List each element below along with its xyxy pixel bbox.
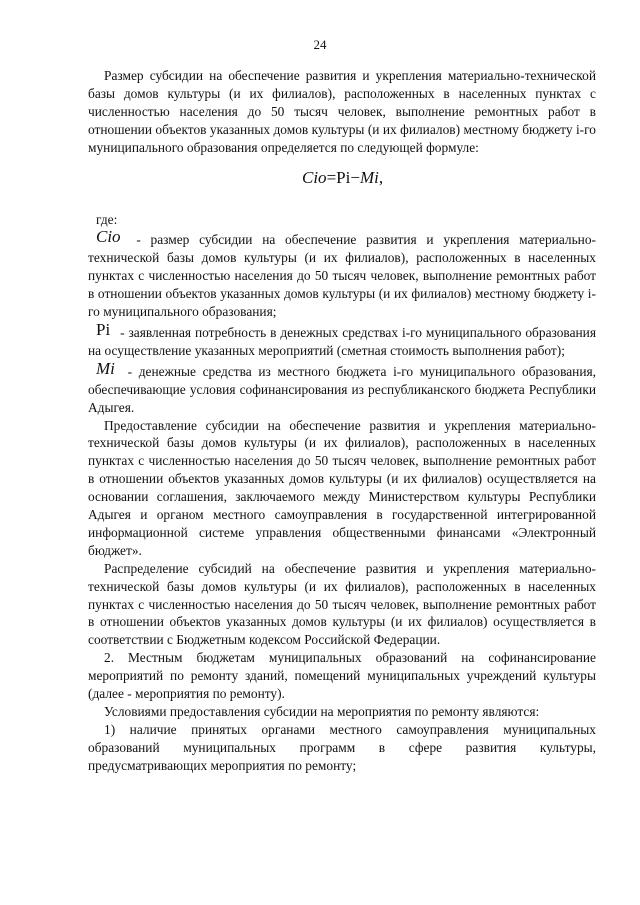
definition-symbol-cio: Сio xyxy=(96,227,121,247)
paragraph-conditions: Условиями предоставления субсидии на мероприятия по ремонту являются: xyxy=(104,704,540,719)
definition-cio xyxy=(88,228,596,321)
definition-text-cio: - размер субсидии на обеспечение развития и укрепления материально-технической базы домов культуры (и их филиалов), расположенных в населенных пунктах с численностью населения до 50 тысяч человек, выполнение ремонтных работ в отношении объектов указанных домов культуры (и их филиалов) местному бюджету i-го муниципального образования; xyxy=(88,232,596,320)
formula-lhs: Сio xyxy=(302,167,327,187)
formula-minus: − xyxy=(350,167,360,187)
definition-text-pi: - заявленная потребность в денежных средствах i-го муниципального образования на осуществление указанных мероприятий (сметная стоимость выполнения работ); xyxy=(88,324,596,358)
definition-mi xyxy=(88,360,596,417)
formula-p: Pi xyxy=(336,167,351,187)
definition-text-mi: - денежные средства из местного бюджета i-го муниципального образования, обеспечивающие условия софинансирования из республиканского бюджета Республики Адыгея. xyxy=(88,363,596,415)
definition-pi xyxy=(88,321,596,360)
document-body xyxy=(88,67,596,775)
paragraph-distribution: Распределение субсидий на обеспечение развития и укрепления материально-технической базы домов культуры (и их филиалов), расположенных в населенных пунктах с численностью населения до 50 тысяч человек, выполнение ремонтных работ в отношении объектов указанных домов культуры (и их филиалов) осуществляется в соответствии с Бюджетным кодексом Российской Федерации. xyxy=(88,560,596,648)
formula-m: Mi xyxy=(359,167,379,187)
page-number: 24 xyxy=(313,37,327,52)
intro-paragraph: Размер субсидии на обеспечение развития и укрепления материально-технической базы домов культуры (и их филиалов), расположенных в населенных пунктах с численностью населения до 50 тысяч человек, выполнение ремонтных работ в отношении объектов указанных домов культуры (и их филиалов) местному бюджету i-го муниципального образования определяется по следующей формуле: xyxy=(88,68,596,155)
formula-block xyxy=(88,157,596,211)
definition-symbol-mi: Mi xyxy=(96,358,115,378)
formula-comma: , xyxy=(378,167,384,187)
paragraph-condition-1: 1) наличие принятых органами местного самоуправления муниципальных образований муниципальных программ в сфере развития культуры, предусматривающих мероприятия по ремонту; xyxy=(88,721,596,773)
paragraph-agreement: Предоставление субсидии на обеспечение развития и укрепления материально-технической базы домов культуры (и их филиалов), расположенных в населенных пунктах с численностью населения до 50 тысяч человек, выполнение ремонтных работ в отношении объектов указанных домов культуры (и их филиалов) осуществляется на основании соглашения, заключаемого между Министерством культуры Республики Адыгея и органом местного самоуправления в государственной интегрированной информационной системе управления общественными финансами «Электронный бюджет». xyxy=(88,417,596,558)
where-label: где: xyxy=(96,211,118,227)
definition-symbol-pi: Pi xyxy=(96,319,111,339)
subsidy-formula xyxy=(302,169,383,187)
paragraph-repair-cofinancing: 2. Местным бюджетам муниципальных образований на софинансирование мероприятий по ремонту зданий, помещений муниципальных учреждений культуры (далее - мероприятия по ремонту). xyxy=(88,650,596,702)
formula-equals: = xyxy=(326,167,337,187)
